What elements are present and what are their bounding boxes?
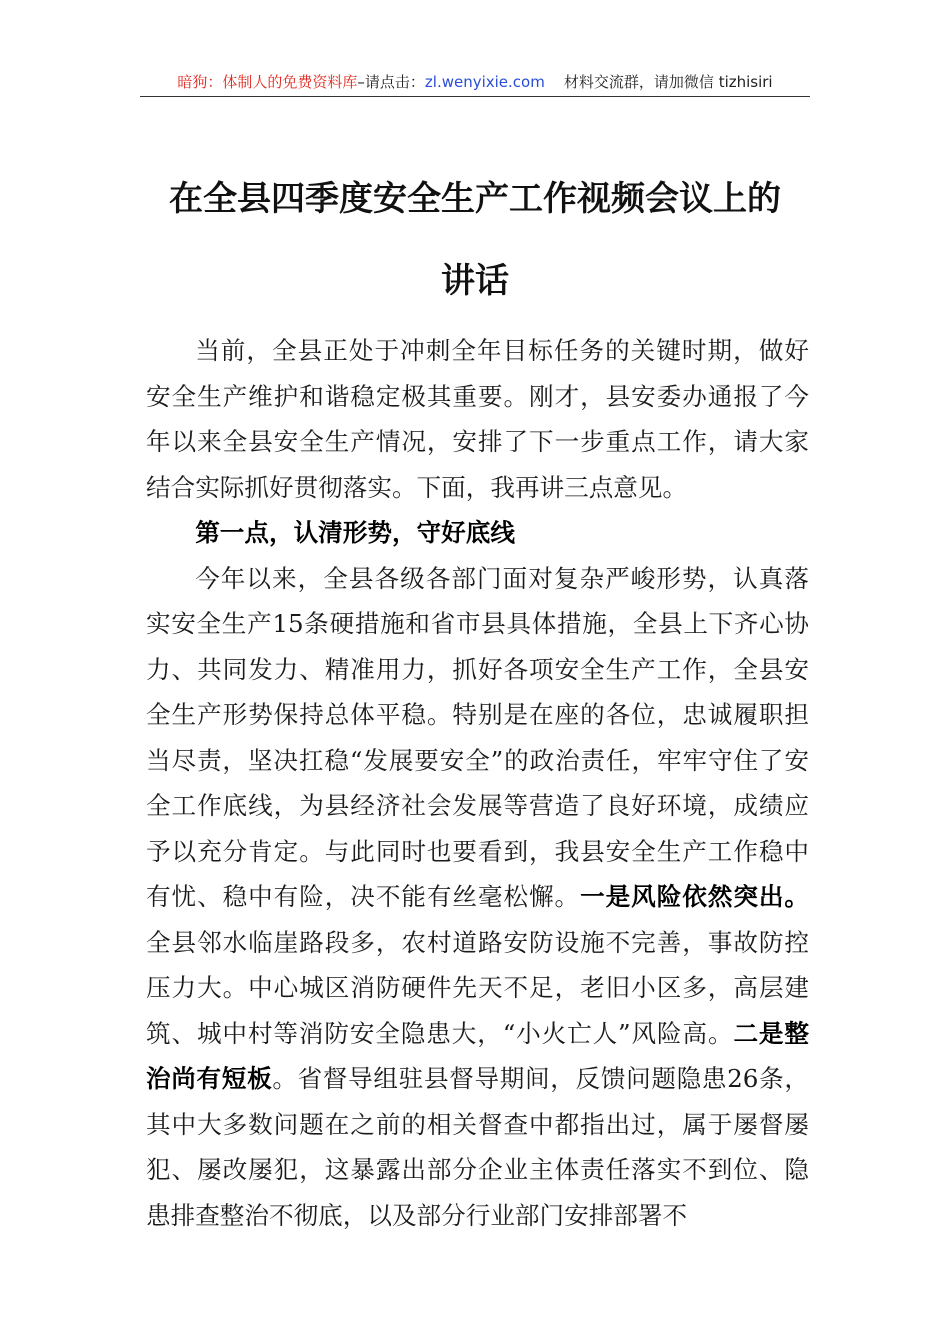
point-1-label: 一是风险依然突出。: [580, 882, 809, 911]
point-2-text: 。省督导组驻县督导期间，反馈问题隐患26条，其中大多数问题在之前的相关督查中都指出过，属于屡督屡犯、屡改屡犯，这暴露出部分企业主体责任落实不到位、隐患排查整治不彻底，以及部分行业部门安排部署不: [146, 1064, 809, 1230]
document-body: [146, 328, 809, 1238]
header-site-name: 暗狗：体制人的免费资料库: [177, 73, 358, 91]
body-paragraph-2: [146, 556, 809, 1239]
header-group-note: 材料交流群，请加微信 tizhisiri: [563, 73, 773, 91]
header-divider: [140, 96, 810, 97]
header-click-prompt: –请点击：: [357, 73, 425, 91]
section-heading-1: 第一点，认清形势，守好底线: [195, 518, 515, 547]
title-line-1: 在全县四季度安全生产工作视频会议上的: [169, 179, 781, 219]
point-2-label: 二是整治尚有短板: [146, 1018, 809, 1093]
title-line-2: 讲话: [441, 261, 509, 301]
intro-paragraph: 当前，全县正处于冲刺全年目标任务的关键时期，做好安全生产维护和谐稳定极其重要。刚才，县安委办通报了今年以来全县安全生产情况，安排了下一步重点工作，请大家结合实际抓好贯彻落实。下面，我再讲三点意见。: [146, 336, 809, 502]
document-title: [140, 158, 810, 322]
paragraph-2-text: 今年以来，全县各级各部门面对复杂严峻形势，认真落实安全生产15条硬措施和省市县具体措施，全县上下齐心协力、共同发力、精准用力，抓好各项安全生产工作，全县安全生产形势保持总体平稳。特别是在座的各位，忠诚履职担当尽责，坚决扛稳“发展要安全”的政治责任，牢牢守住了安全工作底线，为县经济社会发展等营造了良好环境，成绩应予以充分肯定。与此同时也要看到，我县安全生产工作稳中有忧、稳中有险，决不能有丝毫松懈。: [146, 563, 809, 911]
page-header: [140, 70, 810, 94]
point-1-text: 全县邻水临崖路段多，农村道路安防设施不完善，事故防控压力大。中心城区消防硬件先天不足，老旧小区多，高层建筑、城中村等消防安全隐患大，“小火亡人”风险高。: [146, 927, 809, 1048]
header-link[interactable]: zl.wenyixie.com: [424, 73, 545, 91]
